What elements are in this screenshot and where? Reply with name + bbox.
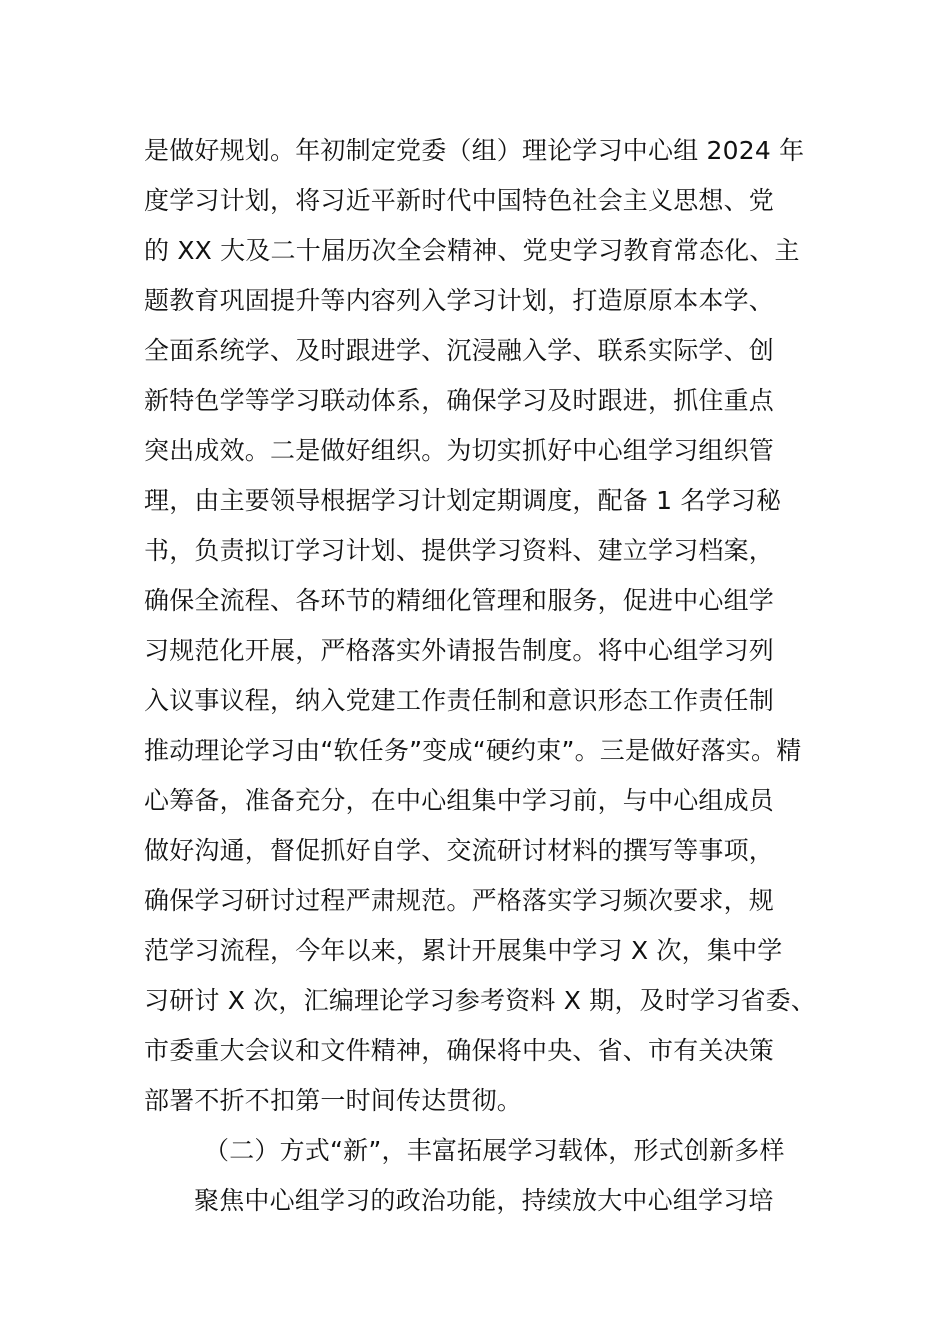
body-line-16: 确保学习研讨过程严肃规范。严格落实学习频次要求，规 bbox=[144, 886, 775, 915]
body-line-4: 题教育巩固提升等内容列入学习计划，打造原原本本学、 bbox=[144, 286, 775, 315]
body-line-11: 习规范化开展，严格落实外请报告制度。将中心组学习列 bbox=[144, 636, 775, 665]
body-line-6: 新特色学等学习联动体系，确保学习及时跟进，抓住重点 bbox=[144, 386, 775, 415]
body-line-18: 习研讨 X 次，汇编理论学习参考资料 X 期，及时学习省委、 bbox=[144, 986, 817, 1015]
body-line-14: 心筹备，准备充分，在中心组集中学习前，与中心组成员 bbox=[144, 786, 775, 815]
body-line-17: 范学习流程，今年以来，累计开展集中学习 X 次，集中学 bbox=[144, 936, 783, 965]
body-line-12: 入议事议程，纳入党建工作责任制和意识形态工作责任制 bbox=[144, 686, 775, 715]
paragraph-start-line: 聚焦中心组学习的政治功能，持续放大中心组学习培 bbox=[194, 1186, 774, 1215]
body-line-10: 确保全流程、各环节的精细化管理和服务，促进中心组学 bbox=[144, 586, 775, 615]
section-heading: （二）方式“新”，丰富拓展学习载体，形式创新多样 bbox=[204, 1136, 785, 1165]
body-line-1: 是做好规划。年初制定党委（组）理论学习中心组 2024 年 bbox=[144, 136, 805, 165]
body-line-20: 部署不折不扣第一时间传达贯彻。 bbox=[144, 1086, 523, 1115]
body-line-13: 推动理论学习由“软任务”变成“硬约束”。三是做好落实。精 bbox=[144, 736, 802, 765]
body-line-15: 做好沟通，督促抓好自学、交流研讨材料的撰写等事项， bbox=[144, 836, 775, 865]
body-line-8: 理，由主要领导根据学习计划定期调度，配备 1 名学习秘 bbox=[144, 486, 782, 515]
body-line-19: 市委重大会议和文件精神，确保将中央、省、市有关决策 bbox=[144, 1036, 775, 1065]
body-line-3: 的 XX 大及二十届历次全会精神、党史学习教育常态化、主 bbox=[144, 236, 800, 265]
body-line-7: 突出成效。二是做好组织。为切实抓好中心组学习组织管 bbox=[144, 436, 775, 465]
body-line-9: 书，负责拟订学习计划、提供学习资料、建立学习档案， bbox=[144, 536, 775, 565]
body-line-5: 全面系统学、及时跟进学、沉浸融入学、联系实际学、创 bbox=[144, 336, 775, 365]
body-line-2: 度学习计划，将习近平新时代中国特色社会主义思想、党 bbox=[144, 186, 775, 215]
